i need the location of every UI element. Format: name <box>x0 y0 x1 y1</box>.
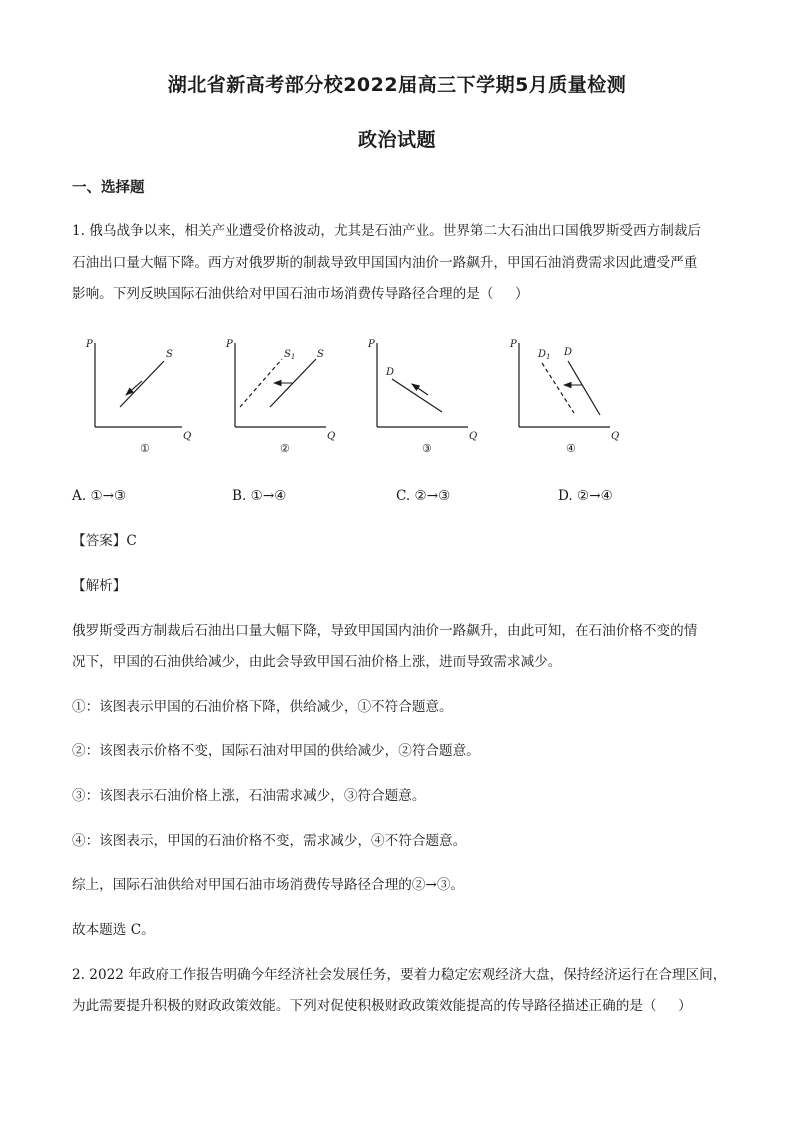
curve-label-d: D <box>564 347 573 358</box>
analysis-line-5: ③：该图表示石油价格上涨，石油需求减少，③符合题意。 <box>72 788 426 804</box>
option-a: A. ①→③ <box>72 488 127 504</box>
question-2-line-2: 为此需要提升积极的财政政策效能。下列对促使积极财政政策效能提高的传导路径描述正确的是（ ） <box>72 998 692 1014</box>
y-axis-label: P <box>368 339 375 350</box>
graph-2 <box>224 335 349 460</box>
demand-curve-d1 <box>542 363 574 413</box>
analysis-line-8: 故本题选 C。 <box>72 922 155 938</box>
analysis-line-1: 俄罗斯受西方制裁后石油出口量大幅下降，导致甲国国内油价一路飙升，由此可知，在石油价格不变的情 <box>72 623 698 639</box>
graph-number: ③ <box>422 442 432 455</box>
x-axis-label: Q <box>611 431 620 442</box>
question-1-line-2: 石油出口量大幅下降。西方对俄罗斯的制裁导致甲国国内油价一路飙升，甲国石油消费需求因此遭受严重 <box>72 255 698 271</box>
analysis-line-4: ②：该图表示价格不变，国际石油对甲国的供给减少，②符合题意。 <box>72 743 480 759</box>
curve-label-s: S <box>317 349 324 360</box>
analysis-line-3: ①：该图表示甲国的石油价格下降，供给减少，①不符合题意。 <box>72 699 453 715</box>
x-axis-label: Q <box>183 431 192 442</box>
analysis-label: 【解析】 <box>72 578 127 594</box>
x-axis-label: Q <box>327 431 336 442</box>
analysis-line-7: 综上，国际石油供给对甲国石油市场消费传导路径合理的②→③。 <box>72 877 465 893</box>
answer-line <box>72 526 724 556</box>
question-1-line-1: 1. 俄乌战争以来，相关产业遭受价格波动，尤其是石油产业。世界第二大石油出口国俄罗斯受西方制裁后 <box>72 223 702 239</box>
option-d: D. ②→④ <box>558 488 613 504</box>
option-c: C. ②→③ <box>396 488 451 504</box>
demand-curve-d <box>392 379 442 412</box>
curve-label-s1: $S_1$ <box>284 349 296 361</box>
graph-number: ④ <box>566 442 576 455</box>
demand-curve-d <box>568 361 600 415</box>
section-heading: 一、选择题 <box>72 180 145 196</box>
y-axis-label: P <box>510 339 517 350</box>
y-axis-label: P <box>226 339 233 350</box>
question-1-line-3: 影响。下列反映国际石油供给对甲国石油市场消费传导路径合理的是（ ） <box>72 286 529 302</box>
analysis-line-6: ④：该图表示，甲国的石油价格不变，需求减少，④不符合题意。 <box>72 833 467 849</box>
graph-4 <box>508 335 633 460</box>
curve-label-d: D <box>386 367 395 378</box>
answer-label: 【答案】 <box>72 533 127 549</box>
graph-3 <box>366 335 491 460</box>
y-axis-label: P <box>86 339 93 350</box>
supply-curve-s <box>120 361 164 407</box>
analysis-line-2: 况下，甲国的石油供给减少，由此会导致甲国石油价格上涨，进而导致需求减少。 <box>72 654 562 670</box>
x-axis-label: Q <box>469 431 478 442</box>
answer-value: C <box>126 533 137 549</box>
curve-label-s: S <box>166 349 173 360</box>
graph-number: ② <box>280 442 290 455</box>
graph-1 <box>82 335 207 460</box>
option-b: B. ①→④ <box>232 488 287 504</box>
graph-number: ① <box>140 442 150 455</box>
curve-label-d1: $D_1$ <box>538 349 551 361</box>
exam-subtitle: 政治试题 <box>357 129 436 151</box>
question-2-line-1: 2. 2022 年政府工作报告明确今年经济社会发展任务，要着力稳定宏观经济大盘，保持经济运行在合理区间， <box>72 967 727 983</box>
exam-title: 湖北省新高考部分校2022届高三下学期5月质量检测 <box>167 74 627 96</box>
